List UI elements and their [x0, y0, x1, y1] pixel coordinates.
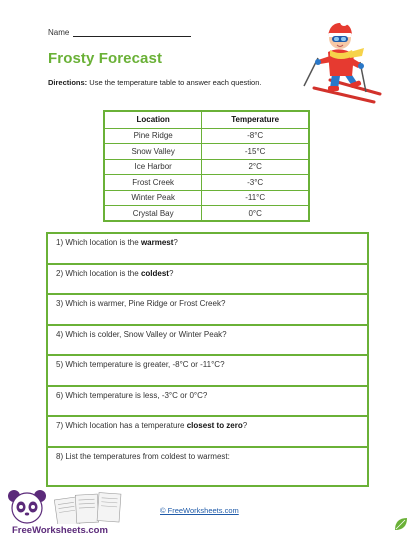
table-header-row: [104, 111, 309, 128]
cell-temperature: -8°C: [202, 128, 309, 144]
question-keyword: warmest: [140, 238, 174, 247]
cell-temperature: 0°C: [202, 206, 309, 222]
logo-wordmark: FreeWorksheets.com: [12, 525, 108, 536]
question-box-8[interactable]: [48, 448, 367, 485]
question-text: 2) Which location is the: [56, 268, 141, 278]
table-row: [104, 159, 309, 175]
question-list: [46, 232, 369, 487]
question-box-5[interactable]: [48, 356, 367, 387]
question-text: 3) Which is warmer, Pine Ridge or Frost Creek?: [56, 299, 226, 308]
question-text: 8) List the temperatures from coldest to warmest:: [56, 451, 230, 461]
cell-location: Ice Harbor: [104, 159, 202, 175]
question-text: 4) Which is colder, Snow Valley or Winter Peak?: [56, 329, 227, 339]
footer-copyright-link[interactable]: © FreeWorksheets.com: [160, 506, 239, 515]
question-keyword: closest to zero: [186, 421, 243, 430]
table-row: [104, 144, 309, 160]
panda-logo-icon: [4, 488, 139, 536]
question-box-7[interactable]: [48, 417, 367, 448]
question-text-end: ?: [242, 421, 248, 430]
cell-temperature: -11°C: [202, 190, 309, 206]
question-box-3[interactable]: [48, 295, 367, 326]
question-text: 7) Which location has a temperature: [56, 421, 187, 430]
cell-location: Pine Ridge: [104, 128, 202, 144]
leaf-icon: [392, 515, 410, 533]
table-row: [104, 128, 309, 144]
question-text: 6) Which temperature is less, -3°C or 0°C?: [56, 390, 208, 400]
directions: [48, 78, 261, 87]
worksheet-title: Frosty Forecast: [48, 50, 163, 67]
name-label: Name: [48, 28, 70, 37]
question-text-end: ?: [168, 268, 174, 278]
cell-temperature: 2°C: [202, 159, 309, 175]
cell-temperature: -3°C: [202, 175, 309, 191]
cell-location: Snow Valley: [104, 144, 202, 160]
directions-text: Use the temperature table to answer each question.: [87, 78, 262, 87]
name-field: [48, 28, 191, 37]
cell-location: Frost Creek: [104, 175, 202, 191]
question-text-end: ?: [173, 238, 178, 247]
column-header-location: Location: [104, 111, 202, 128]
table-row: [104, 175, 309, 191]
question-text: 1) Which location is the: [56, 238, 141, 247]
question-box-2[interactable]: [48, 265, 367, 296]
cell-location: Winter Peak: [104, 190, 202, 206]
cell-temperature: -15°C: [202, 144, 309, 160]
table-row: [104, 206, 309, 222]
temperature-table: [103, 110, 310, 222]
question-keyword: coldest: [140, 268, 169, 278]
question-box-4[interactable]: [48, 326, 367, 357]
question-box-1[interactable]: [48, 234, 367, 265]
column-header-temperature: Temperature: [202, 111, 309, 128]
directions-label: Directions:: [48, 78, 88, 87]
cell-location: Crystal Bay: [104, 206, 202, 222]
name-line[interactable]: [73, 29, 191, 37]
question-box-6[interactable]: [48, 387, 367, 418]
skier-illustration: [300, 18, 382, 104]
table-row: [104, 190, 309, 206]
question-text: 5) Which temperature is greater, -8°C or -11°C?: [56, 360, 225, 369]
